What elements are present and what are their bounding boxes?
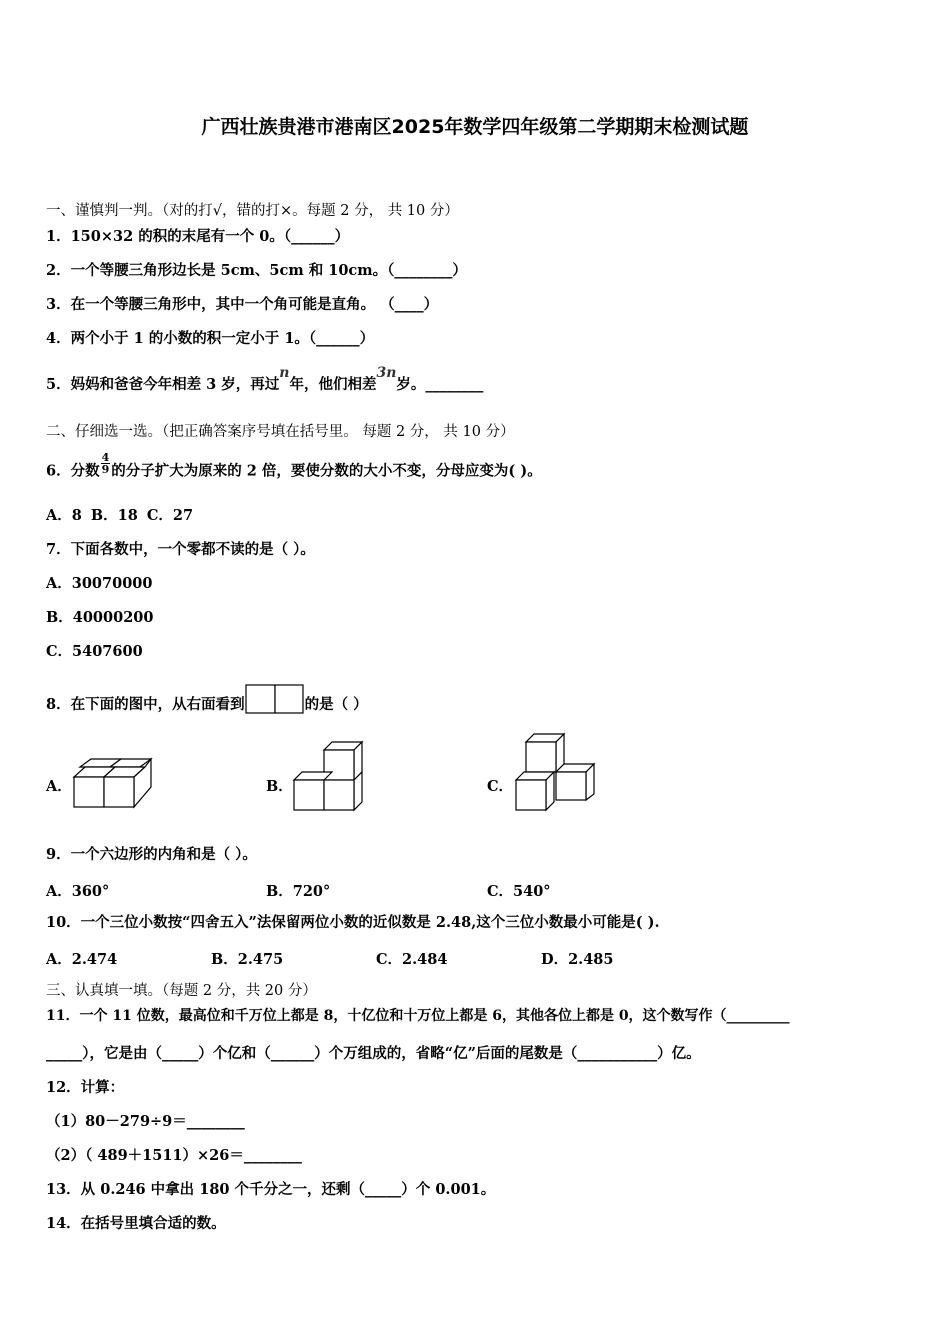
- question-8-part2: 的是（ ）: [304, 696, 368, 713]
- question-10-option-c: C．2.484: [376, 951, 448, 968]
- section2-heading: 二、仔细选一选。（把正确答案序号填在括号里。 每题 2 分， 共 10 分）: [46, 424, 515, 440]
- question-7-option-c: C．5407600: [46, 643, 143, 660]
- question-7-option-b: B．40000200: [46, 609, 154, 626]
- question-8-option-b-label: B．: [266, 778, 293, 795]
- question-10-option-d: D．2.485: [541, 951, 614, 968]
- option-b-cube-figure: [290, 738, 370, 814]
- question-3: 3．在一个等腰三角形中，其中一个角可能是直角。 （____）: [46, 296, 439, 313]
- variable-3n: 3n: [376, 365, 397, 381]
- question-9-option-c: C．540°: [487, 883, 551, 900]
- question-1: 1．150×32 的积的末尾有一个 0。（______）: [46, 228, 350, 245]
- question-5-part2: 年，他们相差: [289, 376, 377, 393]
- option-c-cube-figure: [512, 730, 602, 814]
- fraction-denominator: 9: [101, 463, 110, 476]
- question-7-option-a: A．30070000: [46, 575, 153, 592]
- question-11-line-2: _____），它是由（_____）个亿和（______）个万组成的，省略“亿”后面的尾数是（___________）亿。: [46, 1045, 701, 1062]
- question-5-part3: 岁。________: [396, 376, 484, 393]
- question-9-option-b: B．720°: [266, 883, 331, 900]
- question-4: 4．两个小于 1 的小数的积一定小于 1。（______）: [46, 330, 375, 347]
- question-7: 7．下面各数中，一个零都不读的是（ ）。: [46, 541, 315, 558]
- question-9: 9．一个六边形的内角和是（ ）。: [46, 846, 257, 863]
- question-6-part2: 的分子扩大为原来的 2 倍，要使分数的大小不变，分母应变为( )。: [111, 462, 542, 480]
- question-12-part-2: （2）（ 489＋1511）×26＝________: [46, 1147, 302, 1164]
- variable-n: n: [279, 365, 290, 381]
- fraction-4-9: [101, 452, 111, 475]
- page-title: 广西壮族贵港市港南区2025年数学四年级第二学期期末检测试题: [201, 116, 749, 138]
- question-10-option-a: A．2.474: [46, 951, 118, 968]
- question-12-part-1: （1）80－279÷9＝________: [46, 1113, 245, 1130]
- question-11-line-1: 11．一个 11 位数，最高位和千万位上都是 8，十亿位和十万位上都是 6，其他各位上都是 0，这个数写作（_________: [46, 1008, 790, 1024]
- question-12: 12．计算：: [46, 1079, 125, 1096]
- question-6-options: A．8 B．18 C．27: [46, 507, 194, 524]
- option-a-cube-figure: [70, 755, 160, 815]
- question-10-option-b: B．2.475: [211, 951, 284, 968]
- question-5-part1: 5．妈妈和爸爸今年相差 3 岁，再过: [46, 376, 280, 393]
- question-8-option-c-label: C．: [487, 778, 514, 795]
- question-13: 13．从 0.246 中拿出 180 个千分之一，还剩（_____）个 0.001。: [46, 1181, 496, 1198]
- question-5: [46, 365, 484, 394]
- question-2: 2．一个等腰三角形边长是 5cm、5cm 和 10cm。（________）: [46, 262, 467, 279]
- two-squares-figure: [245, 684, 305, 714]
- question-14: 14．在括号里填合适的数。: [46, 1215, 226, 1232]
- question-6: [46, 451, 542, 483]
- fraction-numerator: 4: [101, 451, 110, 464]
- question-8-part1: 8．在下面的图中，从右面看到: [46, 696, 245, 713]
- question-8: [46, 690, 368, 720]
- question-10: 10．一个三位小数按“四舍五入”法保留两位小数的近似数是 2.48,这个三位小数最小可能是( ).: [46, 914, 660, 931]
- question-8-option-a-label: A．: [46, 778, 72, 795]
- section3-heading: 三、认真填一填。（每题 2 分，共 20 分）: [46, 983, 317, 999]
- question-6-part1: 6．分数: [46, 462, 100, 480]
- question-9-option-a: A．360°: [46, 883, 110, 900]
- section1-heading: 一、谨慎判一判。（对的打√，错的打×。每题 2 分， 共 10 分）: [46, 203, 459, 219]
